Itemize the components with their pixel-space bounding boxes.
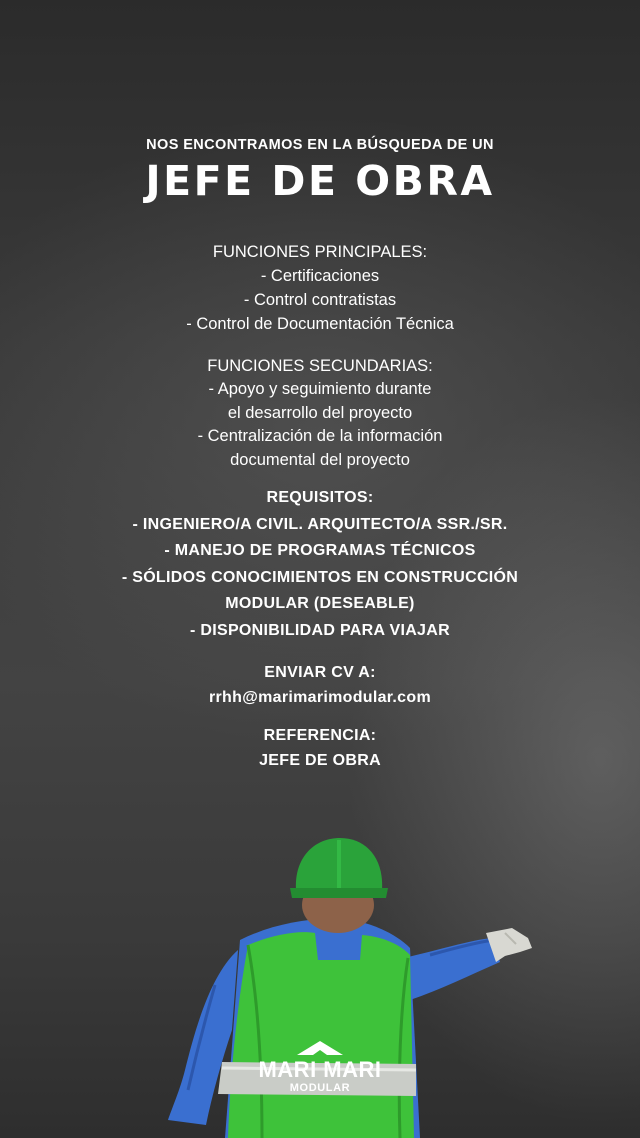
requirement-item: - SÓLIDOS CONOCIMIENTOS EN CONSTRUCCIÓN xyxy=(121,568,519,586)
requirements-heading: REQUISITOS: xyxy=(266,489,374,506)
requirement-item-cont: MODULAR (DESEABLE) xyxy=(225,595,415,612)
reference-label: REFERENCIA: xyxy=(263,727,377,744)
job-title: JEFE DE OBRA xyxy=(145,157,495,205)
secondary-function-item-cont: el desarrollo del proyecto xyxy=(227,403,413,422)
secondary-function-item: - Apoyo y seguimiento durante xyxy=(208,380,432,398)
main-function-item: - Certificaciones xyxy=(260,267,380,285)
main-function-item: - Control de Documentación Técnica xyxy=(186,315,454,333)
contact-email[interactable]: rrhh@marimarimodular.com xyxy=(209,689,431,706)
brand-name: MARI MARI xyxy=(258,1057,382,1082)
secondary-functions-heading: FUNCIONES SECUNDARIAS: xyxy=(207,357,433,375)
secondary-function-item: - Centralización de la información xyxy=(197,427,443,445)
reference-value: JEFE DE OBRA xyxy=(259,752,381,769)
main-functions-heading: FUNCIONES PRINCIPALES: xyxy=(212,243,428,261)
main-function-item: - Control contratistas xyxy=(243,291,397,309)
brand-logo xyxy=(250,1040,390,1094)
brand-subtitle: MODULAR xyxy=(289,1082,351,1094)
requirement-item: - MANEJO DE PROGRAMAS TÉCNICOS xyxy=(164,542,476,559)
send-cv-label: ENVIAR CV A: xyxy=(264,664,376,681)
secondary-function-item-cont: documental del proyecto xyxy=(230,450,410,469)
requirement-item: - DISPONIBILIDAD PARA VIAJAR xyxy=(190,621,450,639)
requirement-item: - INGENIERO/A CIVIL. ARQUITECTO/A SSR./SR. xyxy=(132,515,508,533)
house-roof-icon xyxy=(295,1040,345,1056)
eyebrow-text: NOS ENCONTRAMOS EN LA BÚSQUEDA DE UN xyxy=(146,137,494,153)
